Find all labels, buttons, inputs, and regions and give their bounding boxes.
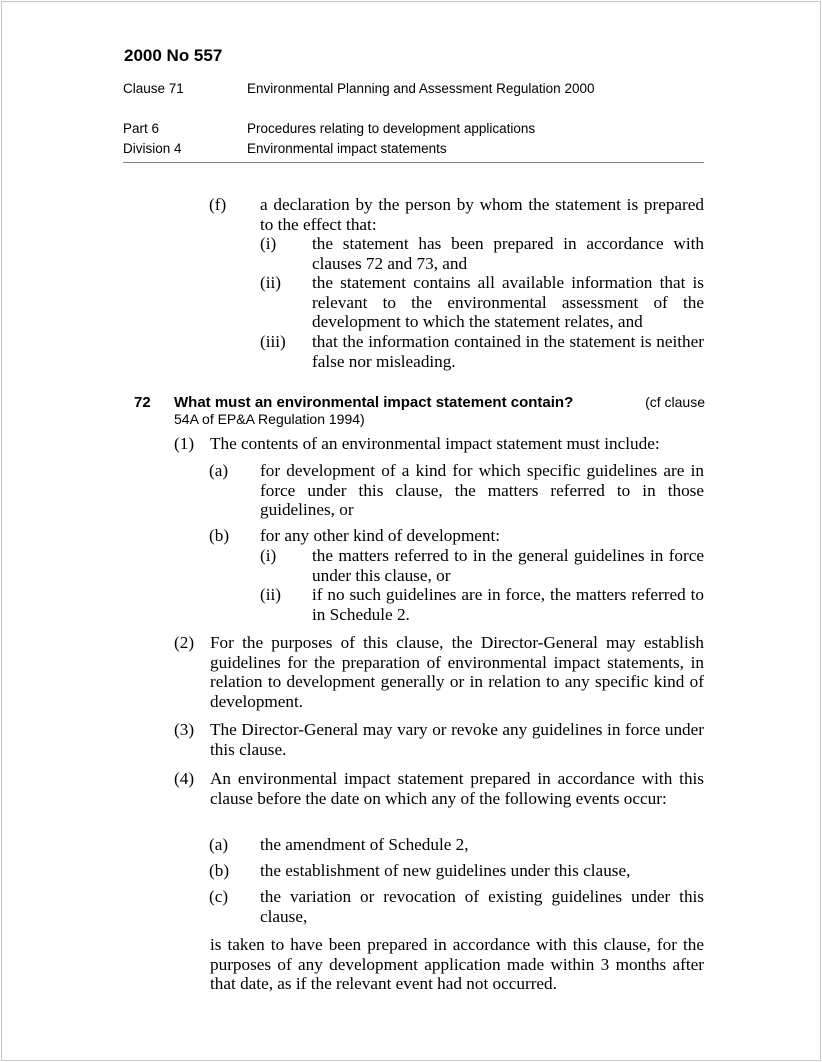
header-part-title: Procedures relating to development applications (247, 121, 536, 136)
header-division-title: Environmental impact statements (247, 141, 447, 156)
clause-note-line1: (cf clause (645, 394, 705, 410)
subclause-label: (4) (174, 769, 195, 788)
para-text: a declaration by the person by whom the statement is prepared to the effect that: (260, 195, 704, 234)
subpara-text: that the information contained in the statement is neither false nor misleading. (312, 332, 704, 371)
subpara-text: the statement contains all available information that is relevant to the environmental assessment of the development to which the statement relates, and (312, 273, 704, 332)
subpara-label: (i) (260, 546, 277, 565)
header-regulation-title: Environmental Planning and Assessment Regulation 2000 (247, 81, 595, 96)
subclause-text: The contents of an environmental impact statement must include: (210, 434, 660, 453)
subpara-label: (ii) (260, 585, 281, 604)
header-divider (123, 162, 704, 163)
para-label: (f) (209, 195, 227, 214)
para-text: for development of a kind for which specific guidelines are in force under this clause, the matters referred to in those guidelines, or (260, 461, 704, 520)
document-number: 2000 No 557 (124, 46, 223, 65)
subpara-label: (ii) (260, 273, 281, 292)
para-text: the amendment of Schedule 2, (260, 835, 469, 854)
para-text: the variation or revocation of existing guidelines under this clause, (260, 887, 704, 926)
subclause-text: An environmental impact statement prepared in accordance with this clause before the date on which any of the following events occur: (210, 769, 704, 808)
subclause-label: (2) (174, 633, 195, 652)
subclause-text: The Director-General may vary or revoke any guidelines in force under this clause. (210, 720, 704, 759)
clause-heading-text: What must an environmental impact statement contain? (174, 394, 574, 411)
document-page (1, 1, 821, 1061)
header-clause-label: Clause 71 (123, 81, 184, 96)
subclause-label: (1) (174, 434, 195, 453)
header-part-label: Part 6 (123, 121, 160, 136)
subpara-text: the matters referred to in the general guidelines in force under this clause, or (312, 546, 704, 585)
subpara-label: (i) (260, 234, 277, 253)
clause-heading (174, 394, 705, 411)
clause-note-line2: 54A of EP&A Regulation 1994) (174, 411, 365, 427)
clause-number: 72 (134, 394, 151, 411)
subclause-text: For the purposes of this clause, the Director-General may establish guidelines for the preparation of environmental impact statements, in relation to development generally or in relation to any specific kind of development. (210, 633, 704, 711)
para-text: for any other kind of development: (260, 526, 501, 545)
subpara-text: if no such guidelines are in force, the matters referred to in Schedule 2. (312, 585, 704, 624)
para-label: (b) (209, 861, 230, 880)
para-label: (c) (209, 887, 229, 906)
para-label: (b) (209, 526, 230, 545)
subpara-text: the statement has been prepared in accordance with clauses 72 and 73, and (312, 234, 704, 273)
para-label: (a) (209, 461, 229, 480)
para-text: the establishment of new guidelines under this clause, (260, 861, 631, 880)
subclause-label: (3) (174, 720, 195, 739)
para-label: (a) (209, 835, 229, 854)
subpara-label: (iii) (260, 332, 286, 351)
closing-text: is taken to have been prepared in accordance with this clause, for the purposes of any development application made within 3 months after that date, as if the relevant event had not occurred. (210, 935, 704, 994)
header-division-label: Division 4 (123, 141, 182, 156)
